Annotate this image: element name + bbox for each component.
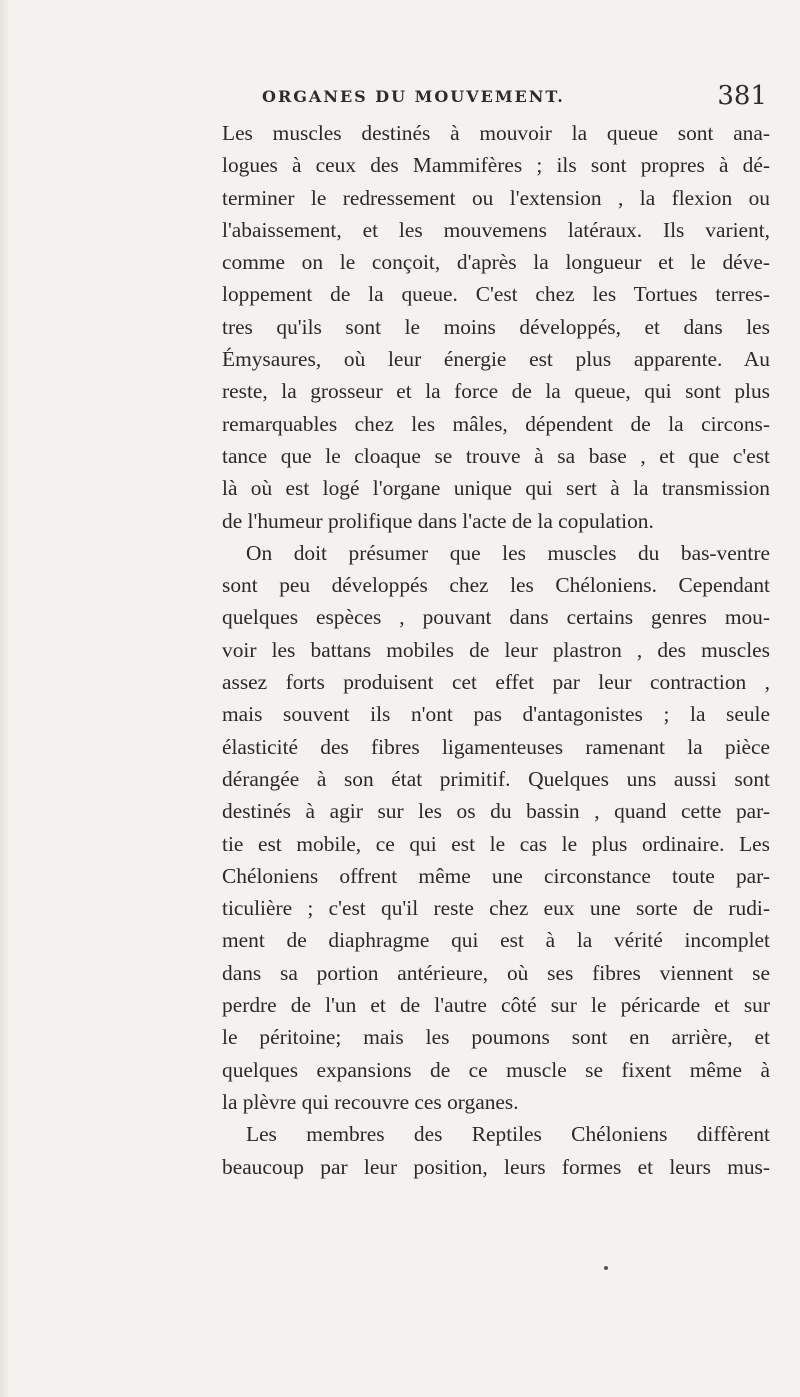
text-line: l'abaissement, et les mouvemens latéraux. Ils varient, — [222, 217, 770, 242]
text-line: mais souvent ils n'ont pas d'antagonistes ; la seule — [222, 702, 770, 727]
text-line: Les membres des Reptiles Chéloniens diffèrent — [246, 1122, 770, 1147]
text-line: quelques espèces , pouvant dans certains genres mou- — [222, 605, 770, 630]
running-title: ORGANES DU MOUVEMENT. — [262, 87, 565, 106]
text-line: ment de diaphragme qui est à la vérité incomplet — [222, 928, 770, 953]
ink-speck — [604, 1266, 608, 1270]
text-line: On doit présumer que les muscles du bas-ventre — [246, 540, 770, 565]
page-edge-shadow — [0, 0, 10, 1397]
text-line: le péritoine; mais les poumons sont en arrière, et — [222, 1025, 770, 1050]
text-line: Les muscles destinés à mouvoir la queue sont ana- — [222, 121, 770, 145]
text-line: loppement de la queue. C'est chez les Tortues terres- — [222, 282, 770, 307]
text-line: beaucoup par leur position, leurs formes et leurs mus- — [222, 1154, 770, 1179]
text-line: terminer le redressement ou l'extension , la flexion ou — [222, 185, 770, 210]
text-line: là où est logé l'organe unique qui sert à la transmission — [222, 476, 770, 501]
text-line: ticulière ; c'est qu'il reste chez eux une sorte de rudi- — [222, 896, 770, 921]
text-line: dans sa portion antérieure, où ses fibres viennent se — [222, 960, 770, 985]
text-line: remarquables chez les mâles, dépendent de la circons- — [222, 411, 770, 436]
text-line: logues à ceux des Mammifères ; ils sont propres à dé- — [222, 153, 770, 178]
text-line: quelques expansions de ce muscle se fixent même à — [222, 1057, 770, 1082]
text-line: de l'humeur prolifique dans l'acte de la copulation. — [222, 508, 654, 533]
text-line: dérangée à son état primitif. Quelques uns aussi sont — [222, 766, 770, 791]
text-line: assez forts produisent cet effet par leur contraction , — [222, 670, 770, 695]
text-line: reste, la grosseur et la force de la queue, qui sont plus — [222, 379, 770, 404]
page-number: 381 — [717, 81, 767, 111]
text-line: la plèvre qui recouvre ces organes. — [222, 1089, 519, 1114]
text-line: destinés à agir sur les os du bassin , quand cette par- — [222, 799, 770, 824]
text-line: Chéloniens offrent même une circonstance toute par- — [222, 863, 770, 888]
text-line: Émysaures, où leur énergie est plus apparente. Au — [222, 347, 770, 372]
text-line: tie est mobile, ce qui est le cas le plus ordinaire. Les — [222, 831, 770, 856]
text-line: tres qu'ils sont le moins développés, et dans les — [222, 314, 770, 339]
text-line: tance que le cloaque se trouve à sa base , et que c'est — [222, 443, 770, 468]
text-line: élasticité des fibres ligamenteuses ramenant la pièce — [222, 734, 770, 759]
text-line: perdre de l'un et de l'autre côté sur le péricarde et sur — [222, 993, 770, 1018]
text-line: voir les battans mobiles de leur plastron , des muscles — [222, 637, 770, 662]
text-line: sont peu développés chez les Chéloniens. Cependant — [222, 573, 770, 598]
text-line: comme on le conçoit, d'après la longueur et le déve- — [222, 250, 770, 275]
body-text — [222, 117, 770, 1183]
page-header — [262, 83, 767, 113]
